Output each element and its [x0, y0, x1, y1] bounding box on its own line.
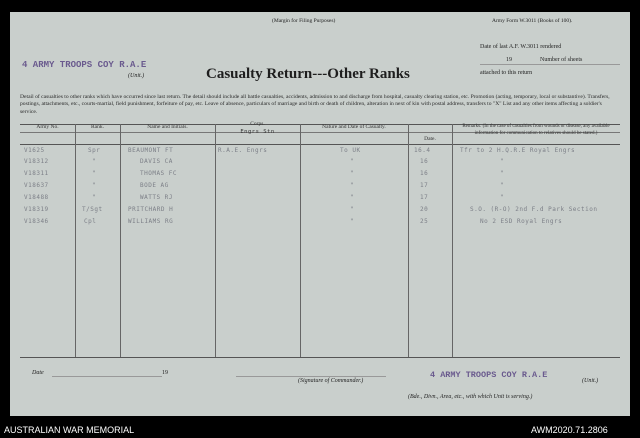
year-prefix: 19 [506, 57, 512, 63]
date: 25 [420, 218, 429, 225]
name: WATTS RJ [140, 194, 173, 201]
army-no: V18319 [24, 206, 49, 213]
name: THOMAS FC [140, 170, 178, 177]
date-label: Date [32, 370, 44, 376]
footer-year: 19 [162, 370, 168, 376]
nature: To UK [340, 147, 361, 154]
col-header-remarks: Remarks. (In the case of casualties from wounds or disease, any available information for communication to relatives should be stated.) [462, 124, 610, 136]
army-no: V18637 [24, 182, 49, 189]
table-bottom-rule [20, 357, 620, 358]
col-header-rank: Rank. [91, 124, 104, 130]
bde-label: (Bde., Divn., Area, etc., with which Unit is serving.) [408, 394, 533, 400]
rank: " [92, 170, 97, 177]
intro-text: Detail of casualties to other ranks which have occurred since last return. The detail should include all battle casualties, accidents, admission to and discharge from hospital, casualty clearing station, etc. Promotion (acting, temporary, local or substantive). Transfers, postings, attachments, etc., courts-martial, field punishment, forfeiture of pay, etc. Leave of absence, particulars of marriage and birth or death of children, alteration in next of kin with postal address, transfers to "X" List and any other items affecting a soldier's service. [20, 94, 610, 115]
army-no: V18312 [24, 158, 49, 165]
army-no: V18311 [24, 170, 49, 177]
col-header-date: Date. [424, 136, 436, 142]
col-header-army-no: Army No. [36, 124, 59, 130]
date: 16.4 [414, 147, 431, 154]
date-rule [52, 376, 162, 377]
army-no: V1625 [24, 147, 45, 154]
table-header-bottom-rule [20, 144, 620, 145]
unit-stamp: 4 ARMY TROOPS COY R.A.E [22, 60, 147, 70]
footer-unit-label: (Unit.) [582, 378, 599, 384]
name: PRITCHARD H [128, 206, 174, 213]
nature: " [350, 206, 355, 213]
nature: " [350, 218, 355, 225]
date: 17 [420, 194, 429, 201]
nature: " [350, 170, 355, 177]
corps: R.A.E. Engrs [218, 147, 268, 154]
caption-right: AWM2020.71.2806 [531, 425, 608, 435]
remarks: " [500, 158, 505, 165]
name: WILLIAMS RG [128, 218, 174, 225]
rank: Spr [88, 147, 101, 154]
corps-entry: Engrs Stn [240, 129, 275, 135]
rank: Cpl [84, 218, 97, 225]
remarks: S.O. (R-O) 2nd F.d Park Section [470, 206, 598, 213]
signature-label: (Signature of Commander.) [298, 378, 364, 384]
rank: " [92, 194, 97, 201]
name: BODE AG [140, 182, 169, 189]
remarks: No 2 ESD Royal Engrs [480, 218, 563, 225]
remarks: " [500, 170, 505, 177]
army-no: V18488 [24, 194, 49, 201]
col-divider [120, 124, 121, 357]
footer-unit-stamp: 4 ARMY TROOPS COY R.A.E [430, 370, 548, 380]
army-no: V18346 [24, 218, 49, 225]
unit-label: (Unit.) [128, 73, 145, 79]
date: 20 [420, 206, 429, 213]
rank: " [92, 158, 97, 165]
date: 16 [420, 158, 429, 165]
nature: " [350, 194, 355, 201]
caption-left: AUSTRALIAN WAR MEMORIAL [4, 425, 135, 435]
remarks: " [500, 194, 505, 201]
rank: " [92, 182, 97, 189]
col-divider [215, 124, 216, 357]
number-of-sheets-label: Number of sheets [540, 57, 583, 63]
signature-rule [236, 376, 386, 377]
attached-label: attached to this return [480, 70, 533, 76]
name: BEAUMONT FT [128, 147, 174, 154]
col-divider [452, 124, 453, 357]
date: 16 [420, 170, 429, 177]
remarks: Tfr to 2 H.Q.R.E Royal Engrs [460, 147, 576, 154]
remarks: " [500, 182, 505, 189]
col-divider [300, 124, 301, 357]
dotted-rule [480, 64, 620, 65]
col-divider [408, 124, 409, 357]
col-header-corps: Corps. [250, 121, 265, 127]
col-header-name: Name and Initials. [147, 124, 188, 130]
col-header-nature: Nature and Date of Casualty. [322, 124, 386, 130]
nature: " [350, 158, 355, 165]
col-divider [75, 124, 76, 357]
page-title: Casualty Return---Other Ranks [206, 66, 410, 82]
rank: T/Sgt [82, 206, 103, 213]
name: DAVIS CA [140, 158, 173, 165]
nature: " [350, 182, 355, 189]
date: 17 [420, 182, 429, 189]
casualty-return-form [10, 12, 630, 416]
form-number: Army Form W.3011 (Books of 100). [492, 18, 573, 24]
margin-note: (Margin for Filing Purposes) [272, 18, 336, 24]
date-last-af-label: Date of last A.F. W.3011 rendered [480, 44, 562, 50]
